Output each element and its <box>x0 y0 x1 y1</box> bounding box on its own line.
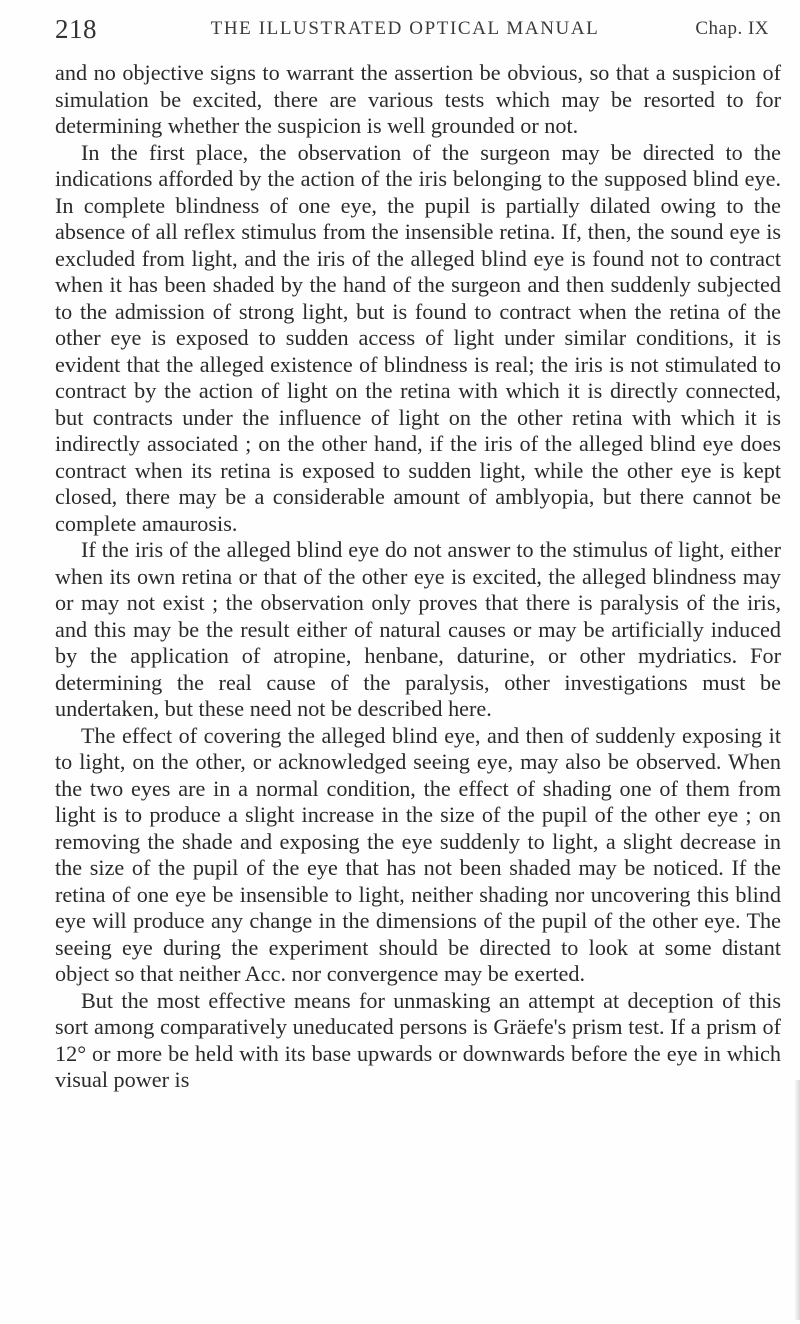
page-edge-shadow <box>794 1080 800 1320</box>
paragraph-covering-effect: The effect of covering the alleged blind eye, and then of suddenly exposing it to light, on the other, or acknowledged seeing eye, may also be observed. When the two eyes are in a normal condition, the effect of shading one of them from light is to produce a slight increase in the size of the pupil of the other eye ; on removing the shade and exposing the eye suddenly to light, a slight decrease in the size of the pupil of the eye that has not been shaded may be noticed. If the retina of one eye be insensible to light, neither shading nor uncovering this blind eye will produce any change in the dimensions of the pupil of the other eye. The seeing eye during the experiment should be directed to look at some distant object so that neither Acc. nor convergence may be exerted. <box>55 722 781 986</box>
paragraph-iris-action: In the first place, the observation of the surgeon may be directed to the indications afforded by the action of the iris belonging to the supposed blind eye. In complete blindness of one eye, the pupil is partially dilated owing to the absence of all reflex stimulus from the insensible retina. If, then, the sound eye is excluded from light, and the iris of the alleged blind eye is found not to contract when it has been shaded by the hand of the surgeon and then suddenly subjected to the admission of strong light, but is found to contract when the retina of the other eye is exposed to sudden access of light under similar conditions, it is evident that the alleged existence of blindness is real; the iris is not stimulated to contract by the action of light on the retina with which it is directly connected, but contracts under the influence of light on the other retina with which it is indirectly associated ; on the other hand, if the iris of the alleged blind eye does contract when its retina is exposed to sudden light, while the other eye is kept closed, there may be a considerable amount of amblyopia, but there cannot be complete amaurosis. <box>55 139 781 536</box>
chapter-label: Chap. IX <box>695 18 769 39</box>
page-number: 218 <box>55 14 97 44</box>
paragraph-iris-paralysis: If the iris of the alleged blind eye do not answer to the stimulus of light, either when its own retina or that of the other eye is excited, the alleged blindness may or may not exist ; the observation only proves that there is paralysis of the iris, and this may be the result either of natural causes or may be artificially induced by the application of atropine, henbane, daturine, or other mydriatics. For determining the real cause of the paralysis, other investigations must be undertaken, but these need not be described here. <box>55 537 781 721</box>
paragraph-prism-test: But the most effective means for unmasking an attempt at deception of this sort among comparatively uneducated persons is Gräefe's prism test. If a prism of 12° or more be held with its base upwards or downwards before the eye in which visual power is <box>55 987 781 1092</box>
running-title: THE ILLUSTRATED OPTICAL MANUAL <box>210 18 600 39</box>
paragraph-continued: and no objective signs to warrant the assertion be obvious, so that a suspicion of simulation be excited, there are various tests which may be resorted to for determining whether the suspicion is well grounded or not. <box>55 60 781 138</box>
running-head <box>55 14 775 48</box>
body-text <box>55 60 781 1094</box>
